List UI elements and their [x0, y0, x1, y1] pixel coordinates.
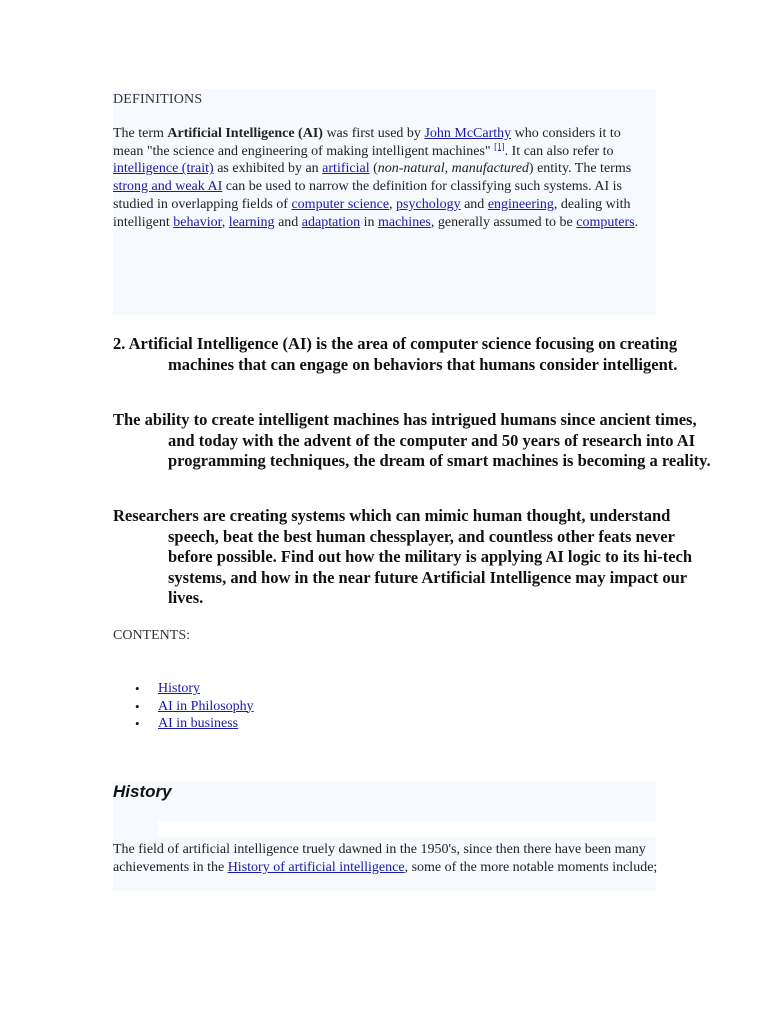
- contents-list: [113, 680, 254, 733]
- link-intelligence-trait[interactable]: intelligence (trait): [113, 161, 214, 177]
- bullet-icon: •: [135, 716, 140, 731]
- contents-heading: CONTENTS:: [113, 628, 190, 643]
- link-strong-weak-ai[interactable]: strong and weak AI: [113, 179, 223, 195]
- link-behavior[interactable]: behavior: [173, 214, 222, 230]
- link-psychology[interactable]: psychology: [396, 196, 461, 212]
- bold-paragraph-researchers: Researchers are creating systems which can mimic human thought, understand speech, beat the best human chessplayer, and countless other feats never before possible. Find out how the military is applying AI logic to its hi-tech systems, and how in the near future Artificial Intelligence may impact our lives.: [113, 506, 693, 607]
- bold-paragraph-ability: The ability to create intelligent machines has intrigued humans since ancient times, and today with the advent of the computer and 50 years of research into AI programming techniques, the dream of smart machines is becoming a reality.: [113, 410, 711, 470]
- history-paragraph: The field of artificial intelligence truely dawned in the 1950's, since then there have been many achievements in the History of artificial intelligence, some of the more notable moments include;: [113, 842, 658, 875]
- term-ai: Artificial Intelligence (AI): [167, 126, 323, 141]
- definitions-heading: DEFINITIONS: [113, 92, 203, 107]
- list-item: [113, 698, 254, 716]
- bold-paragraph-ai-definition: 2. Artificial Intelligence (AI) is the area of computer science focusing on creating machines that can engage on behaviors that humans consider intelligent.: [113, 334, 678, 374]
- bullet-icon: •: [135, 681, 140, 696]
- list-item: [113, 680, 254, 698]
- link-computer-science[interactable]: computer science: [291, 196, 390, 212]
- contents-link-ai-business[interactable]: AI in business: [158, 716, 239, 731]
- link-machines[interactable]: machines: [377, 214, 431, 230]
- link-learning[interactable]: learning: [228, 214, 275, 230]
- reference-link-1[interactable]: [1]: [494, 141, 505, 152]
- list-item: [113, 715, 254, 733]
- link-engineering[interactable]: engineering: [487, 196, 554, 212]
- link-adaptation[interactable]: adaptation: [301, 214, 361, 230]
- definitions-paragraph: The term Artificial Intelligence (AI) was first used by John McCarthy who considers it to mean "the science and engineering of making intelligent machines" [1]. It can also refer to intelligence (trait) as exhibited by an artificial (non-natural, manufactured) entity. The terms strong and weak AI can be used to narrow the definition for classifying such systems. AI is studied in overlapping fields of computer science, psychology and engineering, dealing with intelligent behavior, learning and adaptation in machines, generally assumed to be computers.: [113, 126, 639, 230]
- link-history-of-ai[interactable]: History of artificial intelligence: [227, 859, 405, 875]
- contents-link-history[interactable]: History: [158, 681, 200, 696]
- link-computers[interactable]: computers: [576, 214, 635, 230]
- link-artificial[interactable]: artificial: [322, 161, 370, 177]
- link-john-mccarthy[interactable]: John McCarthy: [424, 126, 512, 141]
- contents-link-ai-philosophy[interactable]: AI in Philosophy: [158, 698, 254, 714]
- bullet-icon: •: [135, 698, 140, 714]
- history-heading: History: [113, 782, 172, 801]
